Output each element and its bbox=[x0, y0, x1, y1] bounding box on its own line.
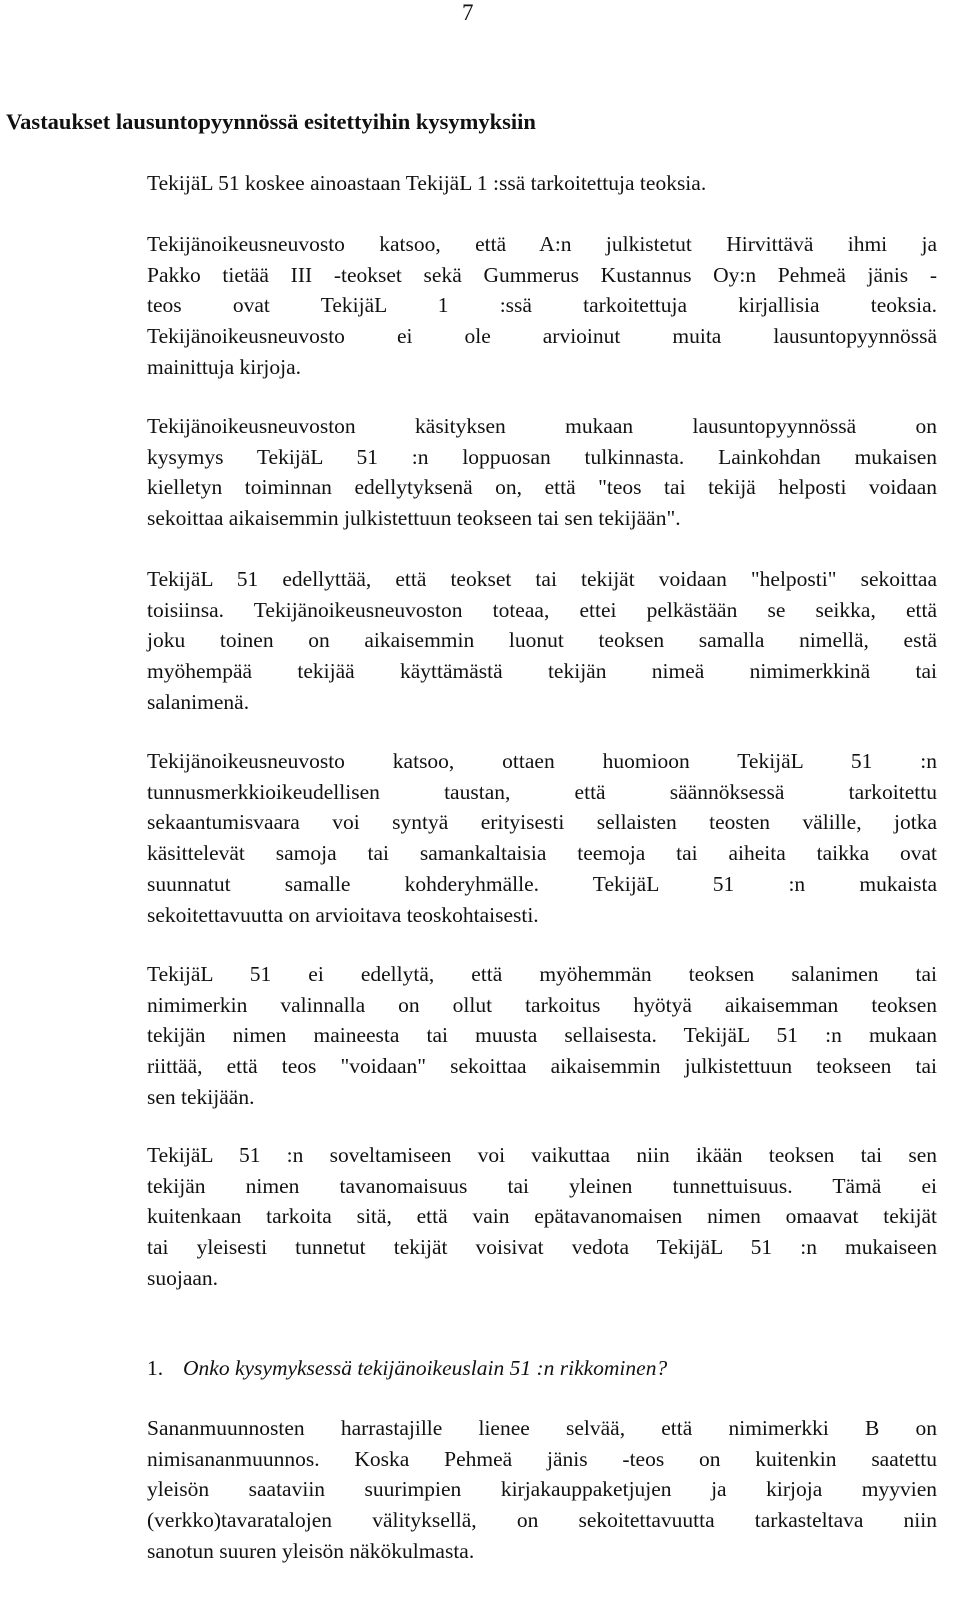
text-line: teos ovat TekijäL 1 :ssä tarkoitettuja kirjallisia teoksia. bbox=[147, 293, 937, 318]
paragraph-3 bbox=[147, 411, 937, 534]
text-line: kysymys TekijäL 51 :n loppuosan tulkinnasta. Lainkohdan mukaisen bbox=[147, 444, 937, 469]
text-line: suojaan. bbox=[147, 1265, 219, 1290]
text-line: riittää, että teos "voidaan" sekoittaa aikaisemmin julkistettuun teokseen tai bbox=[147, 1054, 937, 1079]
text-line: Tekijänoikeusneuvosto katsoo, ottaen huomioon TekijäL 51 :n bbox=[147, 749, 937, 773]
text-line: Tekijänoikeusneuvosto ei ole arvioinut muita lausuntopyynnössä bbox=[147, 324, 937, 349]
paragraph-4 bbox=[147, 564, 937, 718]
text-line: joku toinen on aikaisemmin luonut teoksen samalla nimellä, estä bbox=[147, 628, 937, 653]
text-line: sekoittaa aikaisemmin julkistettuun teokseen tai sen tekijään". bbox=[147, 506, 681, 531]
text-line: myöhempää tekijää käyttämästä tekijän nimeä nimimerkkinä tai bbox=[147, 659, 937, 684]
text-line: Sananmuunnosten harrastajille lienee selvää, että nimimerkki B on bbox=[147, 1416, 937, 1440]
text-line: tekijän nimen tavanomaisuus tai yleinen tunnettuisuus. Tämä ei bbox=[147, 1173, 937, 1198]
text-line: Tekijänoikeusneuvosto katsoo, että A:n julkistetut Hirvittävä ihmi ja bbox=[147, 232, 937, 256]
question-text: Onko kysymyksessä tekijänoikeuslain 51 :n rikkominen? bbox=[183, 1356, 668, 1380]
text-line: TekijäL 51 ei edellytä, että myöhemmän teoksen salanimen tai bbox=[147, 962, 937, 986]
text-line: sekaantumisvaara voi syntyä erityisesti sellaisten teosten välille, jotka bbox=[147, 810, 937, 835]
question-number: 1. bbox=[147, 1356, 164, 1380]
text-line: TekijäL 51 edellyttää, että teokset tai tekijät voidaan "helposti" sekoittaa bbox=[147, 567, 937, 591]
text-line: toisiinsa. Tekijänoikeusneuvoston toteaa, ettei pelkästään se seikka, että bbox=[147, 597, 937, 622]
text-line: Pakko tietää III -teokset sekä Gummerus Kustannus Oy:n Pehmeä jänis - bbox=[147, 262, 937, 287]
text-line: sekoitettavuutta on arvioitava teoskohtaisesti. bbox=[147, 902, 539, 927]
text-line: tai yleisesti tunnetut tekijät voisivat vedota TekijäL 51 :n mukaiseen bbox=[147, 1235, 937, 1260]
text-line: TekijäL 51 :n soveltamiseen voi vaikuttaa niin ikään teoksen tai sen bbox=[147, 1143, 937, 1167]
text-line: Tekijänoikeusneuvoston käsityksen mukaan lausuntopyynnössä on bbox=[147, 414, 937, 438]
paragraph-2 bbox=[147, 229, 937, 383]
question-heading bbox=[147, 1353, 667, 1384]
text-line: tunnusmerkkioikeudellisen taustan, että säännöksessä tarkoitettu bbox=[147, 779, 937, 804]
page-number: 7 bbox=[462, 0, 474, 25]
paragraph-1 bbox=[147, 168, 937, 199]
text-line: kuitenkaan tarkoita sitä, että vain epätavanomaisen nimen omaavat tekijät bbox=[147, 1204, 937, 1229]
text-line: TekijäL 51 koskee ainoastaan TekijäL 1 :ssä tarkoitettuja teoksia. bbox=[147, 171, 707, 195]
text-line: yleisön saataviin suurimpien kirjakauppaketjujen ja kirjoja myyvien bbox=[147, 1477, 937, 1502]
answer-paragraph bbox=[147, 1413, 937, 1567]
paragraph-5 bbox=[147, 746, 937, 930]
section-heading: Vastaukset lausuntopyynnössä esitettyihin kysymyksiin bbox=[6, 109, 536, 134]
text-line: kielletyn toiminnan edellytyksenä on, että "teos tai tekijä helposti voidaan bbox=[147, 475, 937, 500]
text-line: (verkko)tavaratalojen välityksellä, on sekoitettavuutta tarkasteltava niin bbox=[147, 1508, 937, 1533]
text-line: nimimerkin valinnalla on ollut tarkoitus hyötyä aikaisemman teoksen bbox=[147, 992, 937, 1017]
text-line: sanotun suuren yleisön näkökulmasta. bbox=[147, 1538, 475, 1563]
text-line: mainittuja kirjoja. bbox=[147, 354, 302, 379]
paragraph-6 bbox=[147, 959, 937, 1113]
text-line: tekijän nimen maineesta tai muusta sellaisesta. TekijäL 51 :n mukaan bbox=[147, 1023, 937, 1048]
paragraph-7 bbox=[147, 1140, 937, 1294]
text-line: sen tekijään. bbox=[147, 1084, 255, 1109]
text-line: nimisananmuunnos. Koska Pehmeä jänis -teos on kuitenkin saatettu bbox=[147, 1446, 937, 1471]
text-line: salanimenä. bbox=[147, 689, 250, 714]
text-line: käsittelevät samoja tai samankaltaisia teemoja tai aiheita taikka ovat bbox=[147, 841, 937, 866]
text-line: suunnatut samalle kohderyhmälle. TekijäL 51 :n mukaista bbox=[147, 871, 937, 896]
